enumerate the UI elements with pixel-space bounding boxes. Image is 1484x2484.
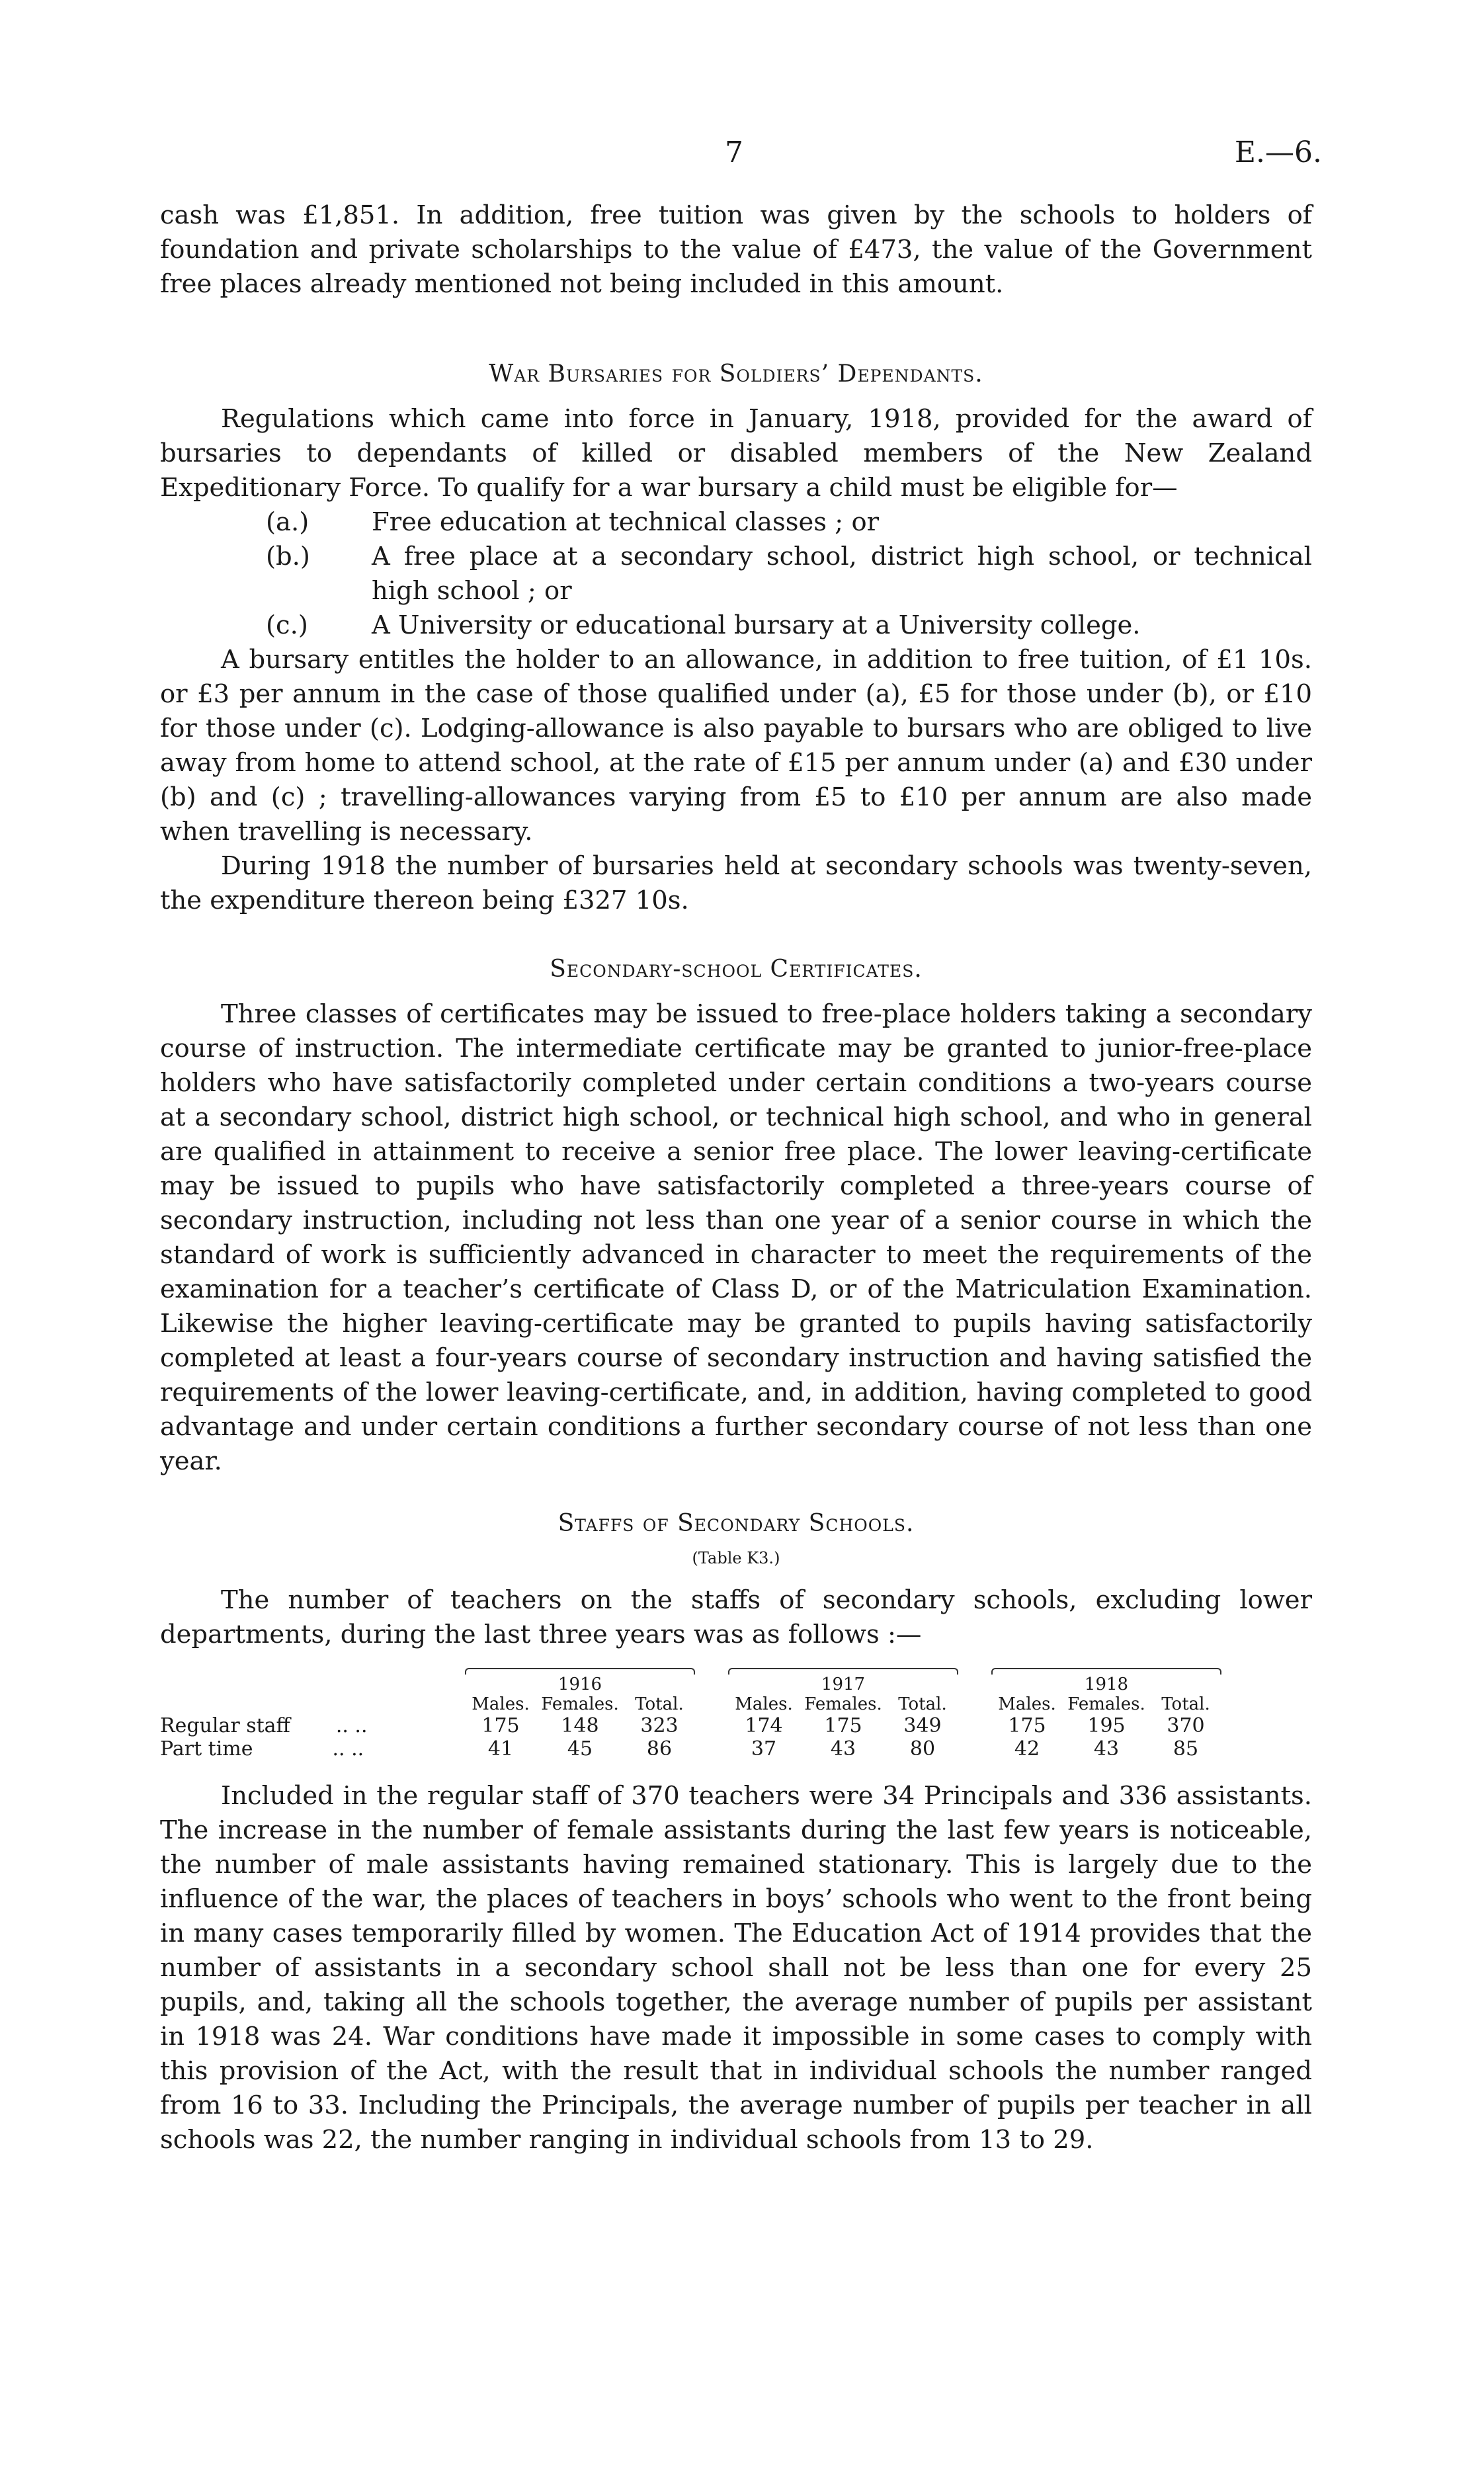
table-cell: 175 bbox=[824, 1714, 862, 1737]
column-header: Total. bbox=[898, 1694, 947, 1714]
year-header-1917: 1917 bbox=[724, 1668, 962, 1694]
table-cell: 41 bbox=[487, 1737, 514, 1760]
table-cell: 80 bbox=[909, 1737, 936, 1760]
table-row bbox=[160, 1737, 1225, 1760]
list-item-label: (c.) bbox=[266, 610, 308, 640]
column-header: Males. bbox=[998, 1694, 1056, 1714]
table-cell: 43 bbox=[1093, 1737, 1120, 1760]
column-header: Total. bbox=[1161, 1694, 1210, 1714]
table-cell: 148 bbox=[561, 1714, 599, 1737]
table-year-row bbox=[160, 1668, 1225, 1694]
section-war-bursaries bbox=[160, 357, 1312, 918]
war-bursaries-paragraph-2: A bursary entitles the holder to an allowance, in addition to free tuition, of £1 10s. or £3 per annum in the case of those qualified under (a), £5 for those under (b), or £10 for those under (c). Lodging-allowance is also payable to bursars who are obliged to live away from home to attend school, at the rate of £15 per annum under (a) and £30 under (b) and (c) ; travelling-allowances varying from £5 to £10 per annum are also made when travelling is necessary. bbox=[160, 645, 1312, 847]
column-header: Females. bbox=[541, 1694, 619, 1714]
certificates-paragraph: Three classes of certificates may be issued to free-place holders taking a secondary course of instruction. The intermediate certificate may be granted to junior-free-place holders who have satisfactorily completed under certain conditions a two-years course at a secondary school, district high school, or technical high school, and who in general are qualified in attainment to receive a senior free place. The lower leaving-certificate may be issued to pupils who have satisfactorily completed a three-years course of secondary instruction, including not less than one year of a senior course in which the standard of work is sufficiently advanced in character to meet the requirements of the examination for a teacher’s certificate of Class D, or of the Matriculation Examination. Likewise the higher leaving-certificate may be granted to pupils having satisfactorily completed at least a four-years course of secondary instruction and having satisfied the requirements of the lower leaving-certificate, and, in addition, having completed to good advantage and under certain conditions a further secondary course of not less than one year. bbox=[160, 999, 1312, 1476]
section-certificates bbox=[160, 952, 1312, 1479]
table-cell: 45 bbox=[567, 1737, 593, 1760]
staffs-paragraph-1: The number of teachers on the staffs of secondary schools, excluding lower departments, during the last three years was as follows :— bbox=[160, 1585, 1312, 1649]
table-column-header-row bbox=[160, 1694, 1225, 1714]
table-cell: 43 bbox=[830, 1737, 856, 1760]
table-row bbox=[160, 1714, 1225, 1737]
war-bursaries-paragraph-3: During 1918 the number of bursaries held at secondary schools was twenty-seven, the expenditure thereon being £327 10s. bbox=[160, 851, 1312, 915]
row-label: Regular staff .. .. bbox=[160, 1714, 368, 1737]
section-staffs-continued bbox=[160, 1779, 1312, 2157]
table-cell: 86 bbox=[646, 1737, 673, 1760]
column-header: Females. bbox=[804, 1694, 882, 1714]
year-header-1916: 1916 bbox=[461, 1668, 699, 1694]
column-header: Males. bbox=[735, 1694, 793, 1714]
war-bursaries-paragraph-1: Regulations which came into force in January, 1918, provided for the award of bursaries to dependants of killed or disabled members of the New Zealand Expeditionary Force. To qualify for a war bursary a child must be eligible for— bbox=[160, 404, 1312, 503]
intro-paragraph: cash was £1,851. In addition, free tuition was given by the schools to holders of foundation and private scholarships to the value of £473, the value of the Government free places already mentioned not being included in this amount. bbox=[160, 200, 1312, 299]
table-cell: 174 bbox=[745, 1714, 783, 1737]
list-item-text: A University or educational bursary at a University college. bbox=[372, 610, 1141, 640]
list-item-text: A free place at a secondary school, district high school, or technical high school ; or bbox=[372, 542, 1312, 606]
table-cell: 323 bbox=[640, 1714, 679, 1737]
list-item bbox=[160, 608, 1312, 643]
table-cell: 37 bbox=[751, 1737, 777, 1760]
list-item bbox=[160, 540, 1312, 608]
column-header: Males. bbox=[472, 1694, 530, 1714]
list-item-label: (a.) bbox=[266, 507, 309, 537]
document-reference: E.—6. bbox=[1234, 136, 1322, 169]
table-cell: 175 bbox=[1008, 1714, 1046, 1737]
section-staffs bbox=[160, 1507, 1312, 1652]
staffs-subheading: (Table K3.) bbox=[692, 1549, 780, 1567]
table-cell: 42 bbox=[1014, 1737, 1040, 1760]
section-intro bbox=[160, 198, 1312, 302]
table-cell: 195 bbox=[1087, 1714, 1126, 1737]
table-cell: 349 bbox=[903, 1714, 942, 1737]
staffs-paragraph-2: Included in the regular staff of 370 teachers were 34 Principals and 336 assistants. The increase in the number of female assistants during the last few years is noticeable, the number of male assistants having remained stationary. This is largely due to the influence of the war, the places of teachers in boys’ schools who went to the front being in many cases temporarily filled by women. The Education Act of 1914 provides that the number of assistants in a secondary school shall not be less than one for every 25 pupils, and, taking all the schools together, the average number of pupils per assistant in 1918 was 24. War conditions have made it impossible in some cases to comply with this provision of the Act, with the result that in individual schools the number ranged from 16 to 33. Including the Principals, the average number of pupils per teacher in all schools was 22, the number ranging in individual schools from 13 to 29. bbox=[160, 1781, 1312, 2155]
staffs-heading: Staffs of Secondary Schools. bbox=[557, 1510, 915, 1537]
row-label: Part time .. .. bbox=[160, 1737, 364, 1760]
list-item bbox=[160, 505, 1312, 540]
column-header: Total. bbox=[635, 1694, 684, 1714]
list-item-text: Free education at technical classes ; or bbox=[372, 507, 880, 537]
table-cell: 175 bbox=[481, 1714, 520, 1737]
certificates-heading: Secondary-school Certificates. bbox=[550, 956, 923, 983]
table-cell: 370 bbox=[1167, 1714, 1205, 1737]
staff-table bbox=[160, 1668, 1225, 1760]
list-item-label: (b.) bbox=[266, 542, 310, 571]
page-number: 7 bbox=[725, 136, 743, 169]
table-cell: 85 bbox=[1173, 1737, 1199, 1760]
column-header: Females. bbox=[1067, 1694, 1145, 1714]
war-bursaries-heading: War Bursaries for Soldiers’ Dependants. bbox=[489, 360, 983, 388]
year-header-1918: 1918 bbox=[987, 1668, 1225, 1694]
